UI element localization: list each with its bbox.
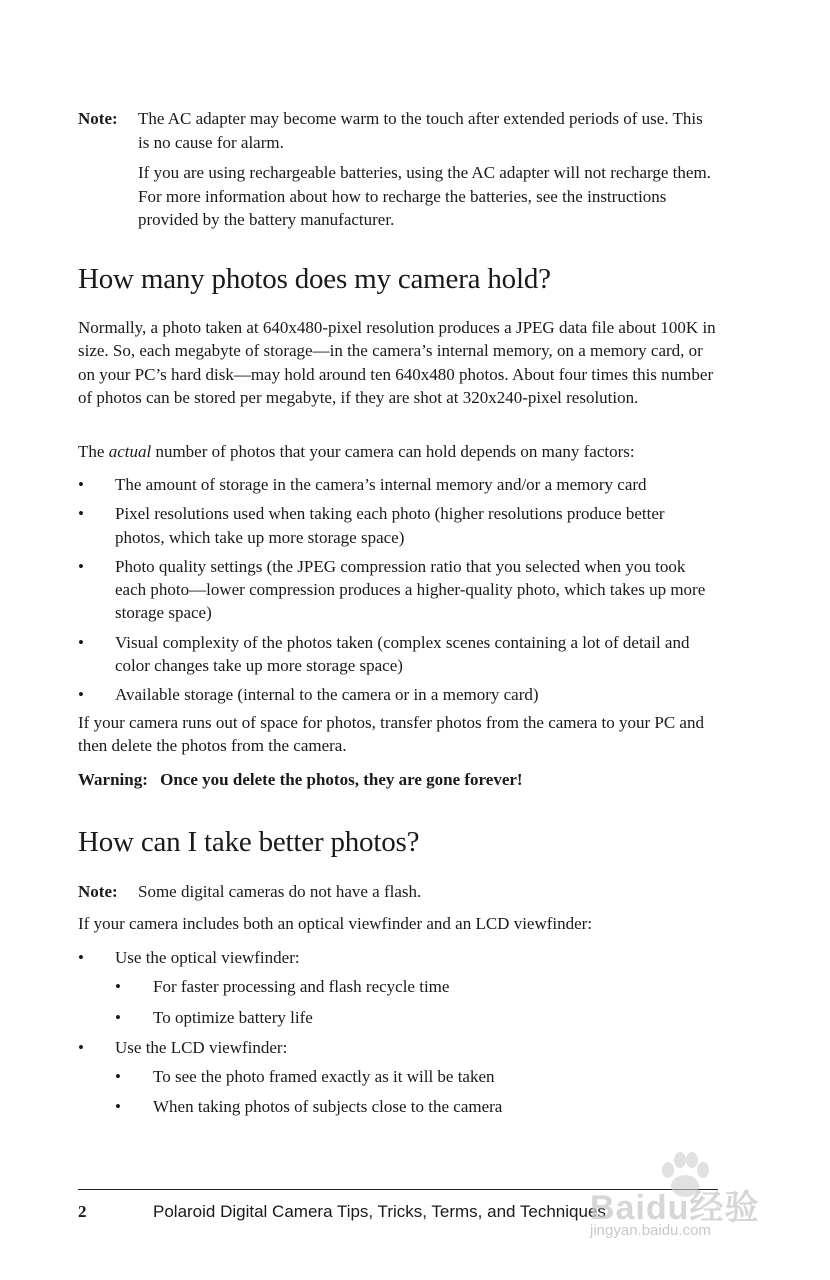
bullet-glyph: • (115, 1007, 121, 1027)
warning-delete (78, 768, 523, 791)
bullet-glyph: • (115, 977, 121, 997)
bullet-glyph: • (78, 475, 84, 494)
section-heading-photos-capacity: How many photos does my camera hold? (78, 263, 551, 295)
note-paragraph-2: If you are using rechargeable batteries, using the AC adapter will not recharge them. For more information about how to recharge the batteries, see the instructions provided by the battery manufacturer. (138, 163, 711, 229)
note-paragraph-1: The AC adapter may become warm to the touch after extended periods of use. This is no cause for alarm. (138, 109, 703, 152)
warning-text: Once you delete the photos, they are gone forever! (160, 770, 523, 789)
bullet-glyph: • (78, 948, 84, 967)
sub-list-item (115, 1095, 718, 1118)
list-item (78, 946, 718, 1029)
list-item (78, 473, 718, 496)
list-item-text: The amount of storage in the camera’s internal memory and/or a memory card (115, 475, 647, 494)
optical-viewfinder-sublist (115, 975, 718, 1029)
bullet-glyph: • (78, 685, 84, 705)
note-ac-adapter (78, 107, 718, 239)
bullet-glyph: • (78, 504, 84, 524)
paragraph-viewfinder-intro: If your camera includes both an optical viewfinder and an LCD viewfinder: (78, 914, 593, 933)
sub-list-item-text: To see the photo framed exactly as it will be taken (153, 1067, 495, 1087)
bullet-glyph: • (78, 632, 84, 652)
emphasis-actual: actual (108, 442, 152, 461)
list-item-text: Use the LCD viewfinder: (115, 1037, 288, 1057)
bullet-glyph: • (115, 1067, 121, 1087)
warning-label: Warning: (78, 770, 148, 789)
sub-list-item (115, 975, 718, 998)
list-item (78, 683, 718, 706)
lcd-viewfinder-sublist (115, 1065, 718, 1119)
section-heading-better-photos: How can I take better photos? (78, 826, 420, 858)
list-item-text: Visual complexity of the photos taken (complex scenes containing a lot of detail and color changes take up more storage space) (115, 632, 690, 676)
sub-list-item-text: To optimize battery life (153, 1007, 313, 1027)
list-item-text: Pixel resolutions used when taking each photo (higher resolutions produce better photos, which take up more storage space) (115, 504, 665, 547)
sub-list-item-text: For faster processing and flash recycle time (153, 977, 450, 997)
paragraph-actual-number-post: number of photos that your camera can hold depends on many factors: (151, 442, 635, 461)
sub-list-item-text: When taking photos of subjects close to the camera (153, 1097, 503, 1117)
list-item-text: Available storage (internal to the camera or in a memory card) (115, 685, 539, 705)
footer-title: Polaroid Digital Camera Tips, Tricks, Terms, and Techniques (153, 1202, 606, 1221)
page-number: 2 (78, 1202, 87, 1221)
sub-list-item (115, 1006, 718, 1029)
list-item (78, 555, 718, 625)
note-flash (78, 880, 718, 904)
note-text: Some digital cameras do not have a flash. (138, 882, 422, 901)
note-label: Note: (78, 882, 118, 901)
paragraph-out-of-space: If your camera runs out of space for photos, transfer photos from the camera to your PC and then delete the photos from the camera. (78, 713, 704, 756)
list-item (78, 1036, 718, 1119)
list-item-text: Use the optical viewfinder: (115, 948, 300, 967)
list-item (78, 502, 718, 549)
list-item (78, 631, 718, 678)
bullet-glyph: • (78, 1037, 84, 1057)
watermark-url: jingyan.baidu.com (590, 1222, 711, 1239)
factors-list (78, 473, 718, 713)
viewfinder-list (78, 946, 718, 1126)
bullet-glyph: • (78, 556, 84, 576)
paragraph-actual-number-pre: The (78, 442, 109, 461)
paragraph-storage-explanation: Normally, a photo taken at 640x480-pixel resolution produces a JPEG data file about 100K in size. So, each megabyte of storage—in the camera’s internal memory, on a memory card, or on your PC’s hard disk—may hold around ten 640x480 photos. About four times this number of photos can be stored per megabyte, if they are shot at 320x240-pixel resolution. (78, 318, 716, 407)
paragraph-actual-number (78, 440, 718, 463)
bullet-glyph: • (115, 1097, 121, 1117)
baidu-watermark (590, 1150, 790, 1250)
list-item-text: Photo quality settings (the JPEG compression ratio that you selected when you took each photo—lower compression produces a higher-quality photo, which takes up more storage space) (115, 556, 706, 623)
sub-list-item (115, 1065, 718, 1088)
note-text (138, 107, 718, 232)
watermark-text: Baidu经验 (590, 1189, 760, 1227)
note-label: Note: (78, 109, 118, 128)
